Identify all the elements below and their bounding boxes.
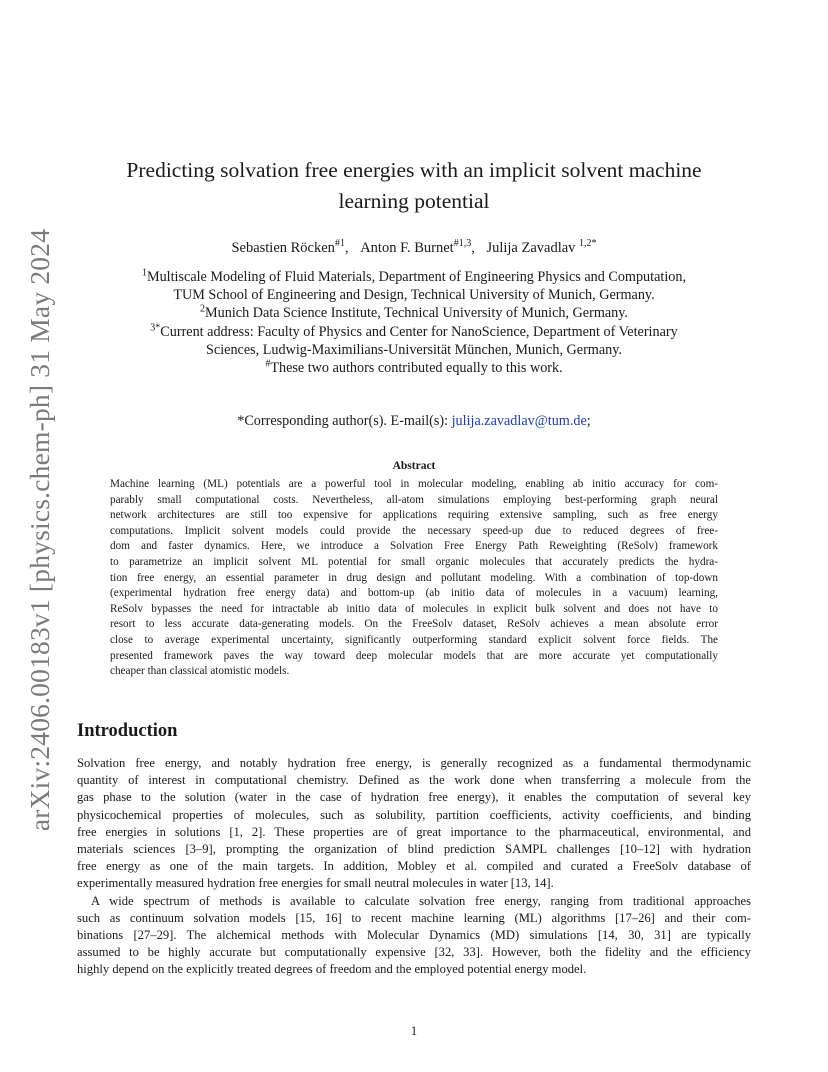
affiliation-text: Multiscale Modeling of Fluid Materials, Department of Engineering Physics and Computation, [146, 269, 687, 285]
author: Anton F. Burnet$^{\#1,3}$, [360, 238, 475, 256]
body-line: Solvation free energy, and notably hydration free energy, is generally recognized as a fundamental thermodynamic [77, 756, 751, 770]
affiliation-line [90, 359, 738, 377]
affiliation-mark: 3* [150, 321, 161, 333]
author: Sebastien Röcken$^{\#1}$, [231, 238, 349, 256]
abstract-line: dom and faster dynamics. Here, we introduce a Solvation Free Energy Path Reweighting (ReSolv) framework [110, 540, 718, 553]
affiliation-line [90, 268, 738, 286]
affiliation-text: Sciences, Ludwig-Maximilians-Universität München, Munich, Germany. [206, 341, 622, 358]
author-name: Sebastien Röcken [231, 240, 335, 256]
affiliation-line [90, 304, 738, 322]
abstract-line: ReSolv bypasses the need for intractable ab initio data of molecules in explicit bulk solvent and does not have to [110, 602, 718, 615]
body-line: highly depend on the explicitly treated degrees of freedom and the employed potential energy model. [77, 962, 587, 977]
paragraph [77, 893, 751, 979]
abstract-line: resort to less accurate data-generating models. On the FreeSolv dataset, ReSolv achieves a mean absolute error [110, 618, 718, 631]
affiliation-mark: 1 [141, 267, 147, 279]
abstract-line: parably small computational costs. Nevertheless, all-atom simulations employing best-performing graph neural [110, 493, 718, 506]
author-name: Julija Zavadlav [486, 240, 576, 256]
body-line: materials sciences [3–9], prompting the organization of blind prediction SAMPL challenges [10–12] with hydration [77, 842, 751, 857]
affiliation-line [90, 341, 738, 359]
corresponding-suffix: ; [586, 413, 591, 429]
arxiv-identifier-stamp [20, 230, 60, 830]
corresponding-email-link[interactable]: julija.zavadlav@tum.de [451, 413, 587, 429]
affiliation-line [90, 286, 738, 304]
abstract-line: close to average experimental uncertainty, significantly outperforming standard explicit solvent force fields. The [110, 633, 718, 646]
section-heading-introduction: Introduction [77, 721, 178, 741]
affiliation-list [90, 268, 738, 377]
affiliation-text: TUM School of Engineering and Design, Technical University of Munich, Germany. [173, 287, 655, 304]
body-line: A wide spectrum of methods is available to calculate solvation free energy, ranging from traditional approaches [91, 893, 751, 908]
affiliation-text: Current address: Faculty of Physics and Center for NanoScience, Department of Veterinary [160, 323, 678, 340]
title-line: learning potential [338, 189, 490, 213]
corresponding-author [90, 412, 738, 430]
author-affiliation-mark: 1,2* [579, 238, 597, 250]
abstract-heading: Abstract [392, 460, 436, 472]
introduction-body [77, 755, 751, 979]
body-line: quantity of interest in computational chemistry. Defined as the work done when transferring a molecule from the [77, 773, 751, 788]
paper-title [90, 155, 738, 217]
author-affiliation-mark: #1,3 [453, 238, 472, 250]
page-number: 1 [410, 1024, 418, 1038]
body-line: experimentally measured hydration free energies for small neutral molecules in water [13, 14]. [77, 876, 554, 891]
body-line: such as continuum solvation models [15, 16] to recent machine learning (ML) algorithms [17–26] and their com- [77, 910, 751, 925]
abstract-line: to parametrize an implicit solvent ML potential for small organic molecules that accurately predicts the hydra- [110, 555, 718, 568]
affiliation-text: Munich Data Science Institute, Technical University of Munich, Germany. [205, 305, 628, 322]
title-line: Predicting solvation free energies with an implicit solvent machine [126, 158, 702, 182]
body-line: binations [27–29]. The alchemical methods with Molecular Dynamics (MD) simulations [14, 30, 31] are typically [77, 928, 751, 943]
body-line: physicochemical properties of molecules, such as solubility, partition coefficients, activity coefficients, and binding [77, 807, 751, 822]
arxiv-identifier-text: arXiv:2406.00183v1 [physics.chem-ph] 31 May 2024 [24, 228, 56, 832]
author [486, 240, 596, 256]
abstract-line: presented framework paves the way toward deep molecular models that are more accurate yet computationally [110, 649, 718, 662]
abstract-line: (experimental hydration free energy data) and bottom-up (ab initio data of molecules in a vacuum) learning, [110, 587, 718, 600]
body-line: assumed to be highly accurate but computationally expensive [32, 33]. However, both the fidelity and the efficiency [77, 945, 751, 960]
affiliation-line [90, 323, 738, 341]
author-affiliation-mark: #1 [334, 238, 345, 250]
abstract-line: network architectures are still too expensive for applications requiring extensive sampling, such as free energy [110, 509, 718, 522]
paragraph [77, 755, 751, 893]
abstract-line: cheaper than classical atomistic models. [110, 665, 290, 678]
abstract-line: tion free energy, an essential parameter in drug design and pollutant modeling. With a combination of top-down [110, 571, 718, 584]
affiliation-text: These two authors contributed equally to this work. [270, 360, 563, 377]
body-line: free energy as one of the main targets. In addition, Mobley et al. compiled and curated a FreeSolv database of [77, 859, 751, 874]
body-line: gas phase to the solution (water in the case of hydration free energy), it enables the computation of several key [77, 790, 751, 805]
affiliation-mark: # [265, 358, 271, 370]
abstract-line: computations. Implicit solvent models could provide the necessary speed-up due to reduced degrees of free- [110, 524, 718, 537]
body-line: free energies in solutions [1, 2]. These properties are of great importance to the pharmaceutical, environmental, and [77, 824, 751, 839]
abstract-line: Machine learning (ML) potentials are a powerful tool in molecular modeling, enabling ab initio accuracy for com- [110, 478, 718, 490]
affiliation-mark: 2 [200, 303, 206, 315]
author-name: Anton F. Burnet [360, 240, 454, 256]
author-list [90, 238, 738, 258]
corresponding-label: *Corresponding author(s). E-mail(s): [237, 413, 452, 429]
abstract-body [110, 477, 718, 680]
